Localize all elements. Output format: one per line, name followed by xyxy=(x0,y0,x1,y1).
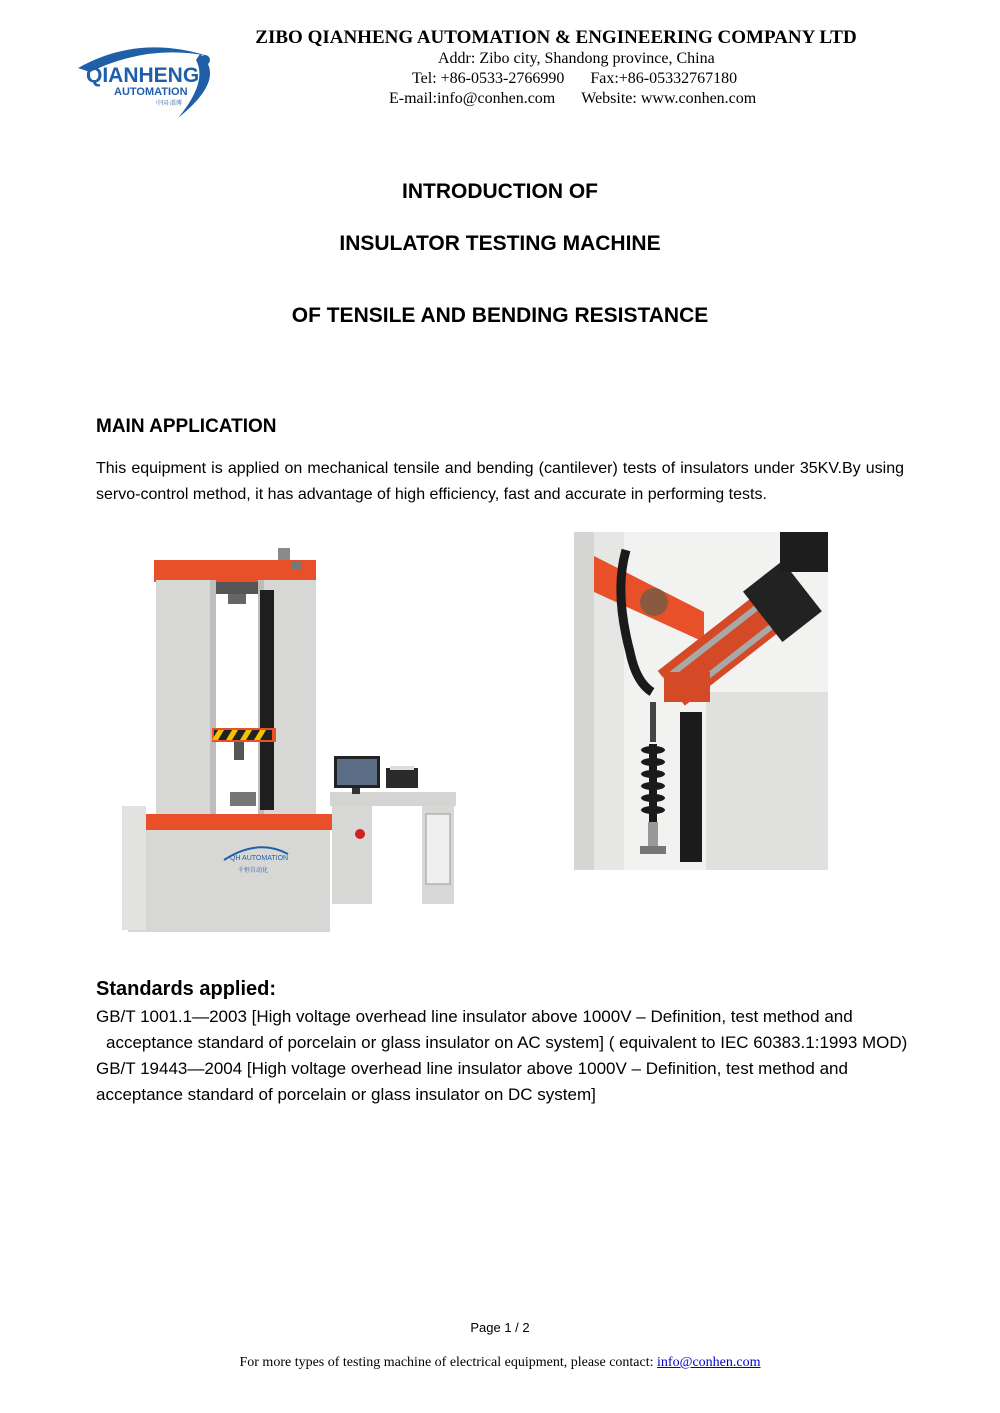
company-logo xyxy=(68,38,220,122)
contact-phone-fax xyxy=(412,70,737,88)
footer xyxy=(0,1355,1000,1371)
main-application-heading: MAIN APPLICATION xyxy=(96,416,277,437)
main-application-text: This equipment is applied on mechanical tensile and bending (cantilever) tests of insulators under 35KV.By using servo-control method, it has advantage of high efficiency, fast and accurate in performing tests. xyxy=(96,460,904,503)
footer-text: For more types of testing machine of electrical equipment, please contact: xyxy=(239,1355,654,1370)
logo-sub: AUTOMATION xyxy=(114,86,188,98)
contact-email-web xyxy=(389,90,756,108)
hazard-stripes xyxy=(212,730,272,740)
testing-machine-photo xyxy=(118,542,460,934)
title-line-3: OF TENSILE AND BENDING RESISTANCE xyxy=(291,304,709,327)
standards-list xyxy=(96,1004,916,1108)
company-website: Website: www.conhen.com xyxy=(581,90,757,107)
machine-label: QH AUTOMATION xyxy=(230,855,289,862)
standard-item-1: GB/T 1001.1—2003 [High voltage overhead line insulator above 1000V – Definition, test method and acceptance standard of porcelain or glass insulator on AC system] ( equivalent to IEC 60383.1:1993 MOD) xyxy=(96,1007,908,1052)
standards-heading: Standards applied: xyxy=(96,978,277,1000)
footer-email-link[interactable]: info@conhen.com xyxy=(657,1355,761,1370)
logo-dot xyxy=(200,55,210,65)
company-fax: Fax:+86-05332767180 xyxy=(590,70,738,87)
machine-label-cn: 千恒自动化 xyxy=(238,867,269,874)
logo-brand: QIANHENG xyxy=(86,64,200,87)
company-name: ZIBO QIANHENG AUTOMATION & ENGINEERING COMPANY LTD xyxy=(255,27,857,48)
company-address: Addr: Zibo city, Shandong province, China xyxy=(438,50,715,67)
page-number: Page 1 / 2 xyxy=(470,1320,530,1335)
logo-cn: 中国·淄博 xyxy=(156,100,182,107)
title-line-1: INTRODUCTION OF xyxy=(402,180,598,203)
company-tel: Tel: +86-0533-2766990 xyxy=(412,70,565,87)
standard-item-2: GB/T 19443—2004 [High voltage overhead line insulator above 1000V – Definition, test method and acceptance standard of porcelain or glass insulator on DC system] xyxy=(96,1059,848,1104)
company-email: E-mail:info@conhen.com xyxy=(389,90,556,107)
title-line-2: INSULATOR TESTING MACHINE xyxy=(339,232,661,255)
insulator-test-closeup-photo xyxy=(574,532,828,870)
